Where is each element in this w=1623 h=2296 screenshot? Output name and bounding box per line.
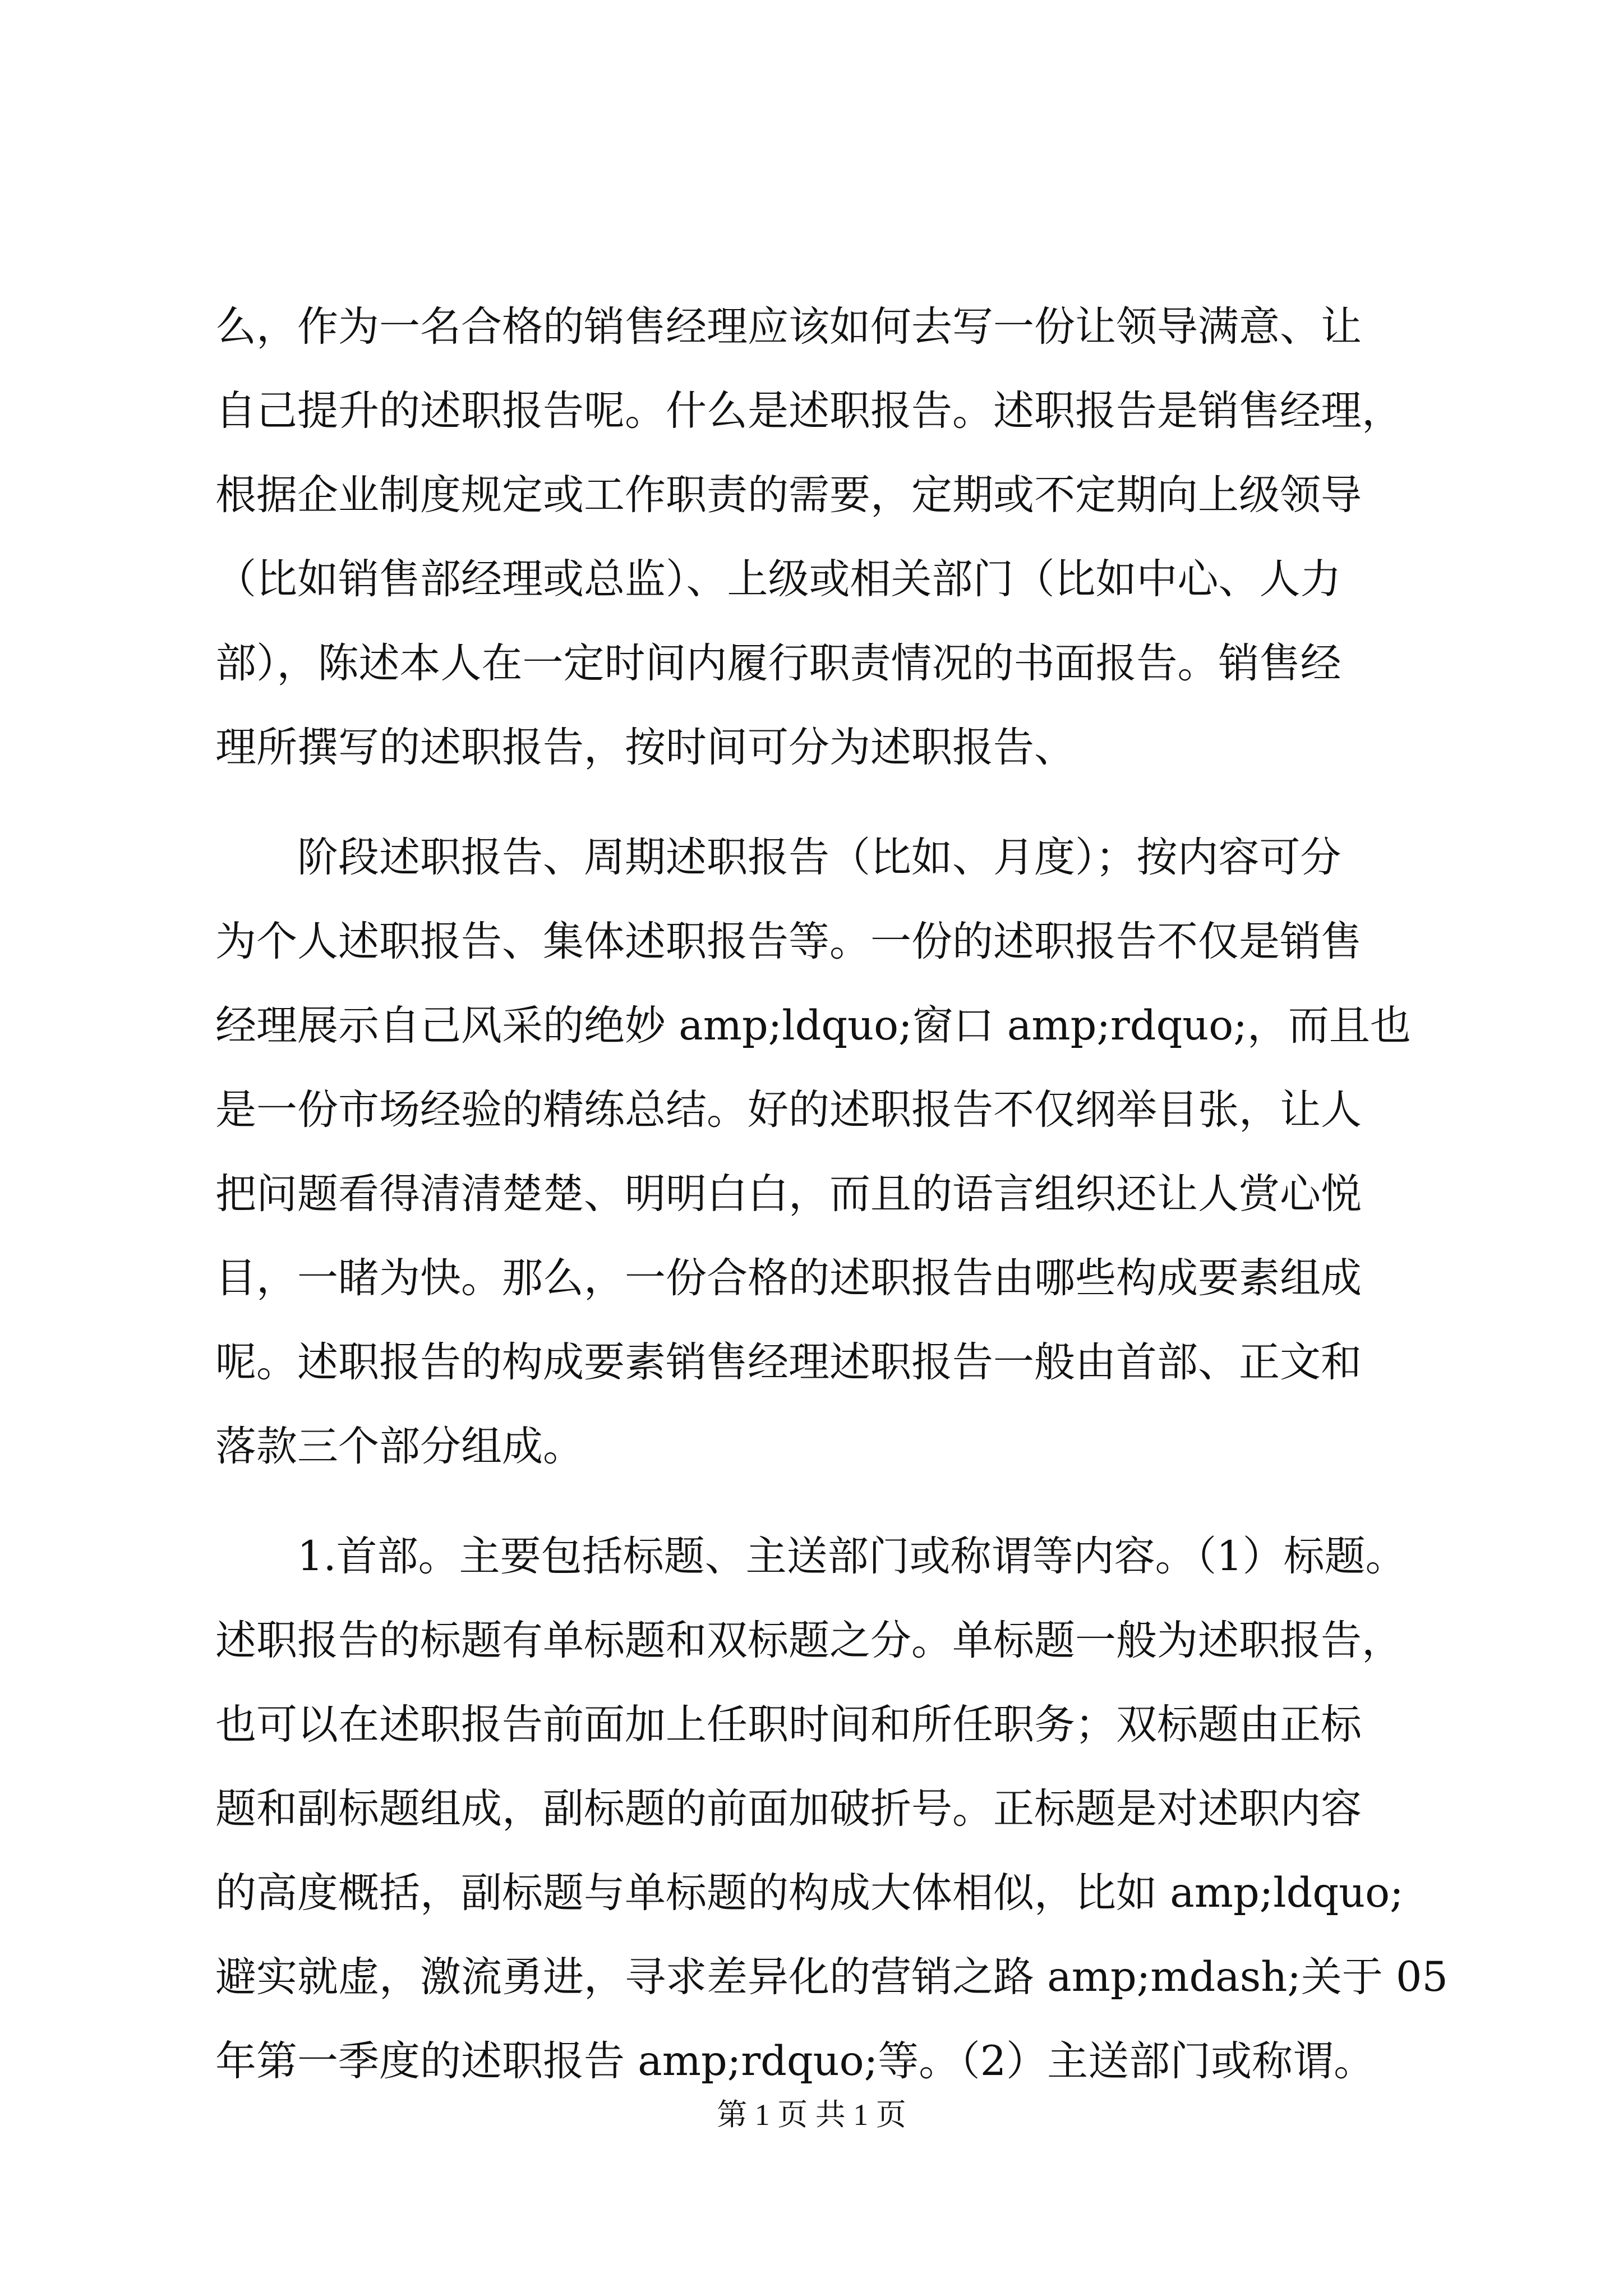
paragraph-2 bbox=[215, 816, 1410, 1489]
text-line: 根据企业制度规定或工作职责的需要，定期或不定期向上级领导 bbox=[215, 471, 1362, 519]
text-line: （比如销售部经理或总监）、上级或相关部门（比如中心、人力 bbox=[215, 555, 1341, 603]
text-line: 避实就虚，激流勇进，寻求差异化的营销之路 amp;mdash;关于 05 bbox=[215, 1953, 1448, 2001]
text-line: 把问题看得清清楚楚、明明白白，而且的语言组织还让人赏心悦 bbox=[215, 1170, 1362, 1218]
document-body bbox=[215, 285, 1448, 2104]
paragraph-spacing bbox=[215, 1489, 1410, 1515]
text-line: 年第一季度的述职报告 amp;rdquo;等。（2）主送部门或称谓。 bbox=[215, 2037, 1375, 2085]
text-line: 的高度概括，副标题与单标题的构成大体相似，比如 amp;ldquo; bbox=[215, 1869, 1404, 1917]
text-line: 是一份市场经验的精练总结。好的述职报告不仅纲举目张，让人 bbox=[215, 1086, 1362, 1134]
text-line: 为个人述职报告、集体述职报告等。一份的述职报告不仅是销售 bbox=[215, 918, 1362, 965]
text-line: 理所撰写的述职报告，按时间可分为述职报告、 bbox=[215, 724, 1075, 771]
text-line: 自己提升的述职报告呢。什么是述职报告。述职报告是销售经理， bbox=[215, 387, 1403, 435]
text-line: 经理展示自己风采的绝妙 amp;ldquo;窗口 amp;rdquo;，而且也 bbox=[215, 1002, 1411, 1050]
paragraph-spacing bbox=[215, 790, 1410, 816]
page-footer: 第 1 页 共 1 页 bbox=[717, 2098, 906, 2132]
text-line: 阶段述职报告、周期述职报告（比如、月度）；按内容可分 bbox=[297, 834, 1341, 881]
paragraph-1 bbox=[215, 285, 1410, 790]
text-line: 落款三个部分组成。 bbox=[215, 1423, 584, 1470]
text-line: 呢。述职报告的构成要素销售经理述职报告一般由首部、正文和 bbox=[215, 1338, 1362, 1386]
text-line: 也可以在述职报告前面加上任职时间和所任职务；双标题由正标 bbox=[215, 1701, 1362, 1749]
text-line: 目，一睹为快。那么，一份合格的述职报告由哪些构成要素组成 bbox=[215, 1254, 1362, 1302]
text-line: 题和副标题组成，副标题的前面加破折号。正标题是对述职内容 bbox=[215, 1785, 1362, 1833]
text-line: 部），陈述本人在一定时间内履行职责情况的书面报告。销售经 bbox=[215, 639, 1341, 687]
text-line: 述职报告的标题有单标题和双标题之分。单标题一般为述职报告， bbox=[215, 1617, 1403, 1664]
paragraph-3 bbox=[215, 1515, 1448, 2104]
text-line: 1.首部。主要包括标题、主送部门或称谓等内容。（1）标题。 bbox=[297, 1533, 1407, 1580]
text-line: 么，作为一名合格的销售经理应该如何去写一份让领导满意、让 bbox=[215, 303, 1362, 351]
